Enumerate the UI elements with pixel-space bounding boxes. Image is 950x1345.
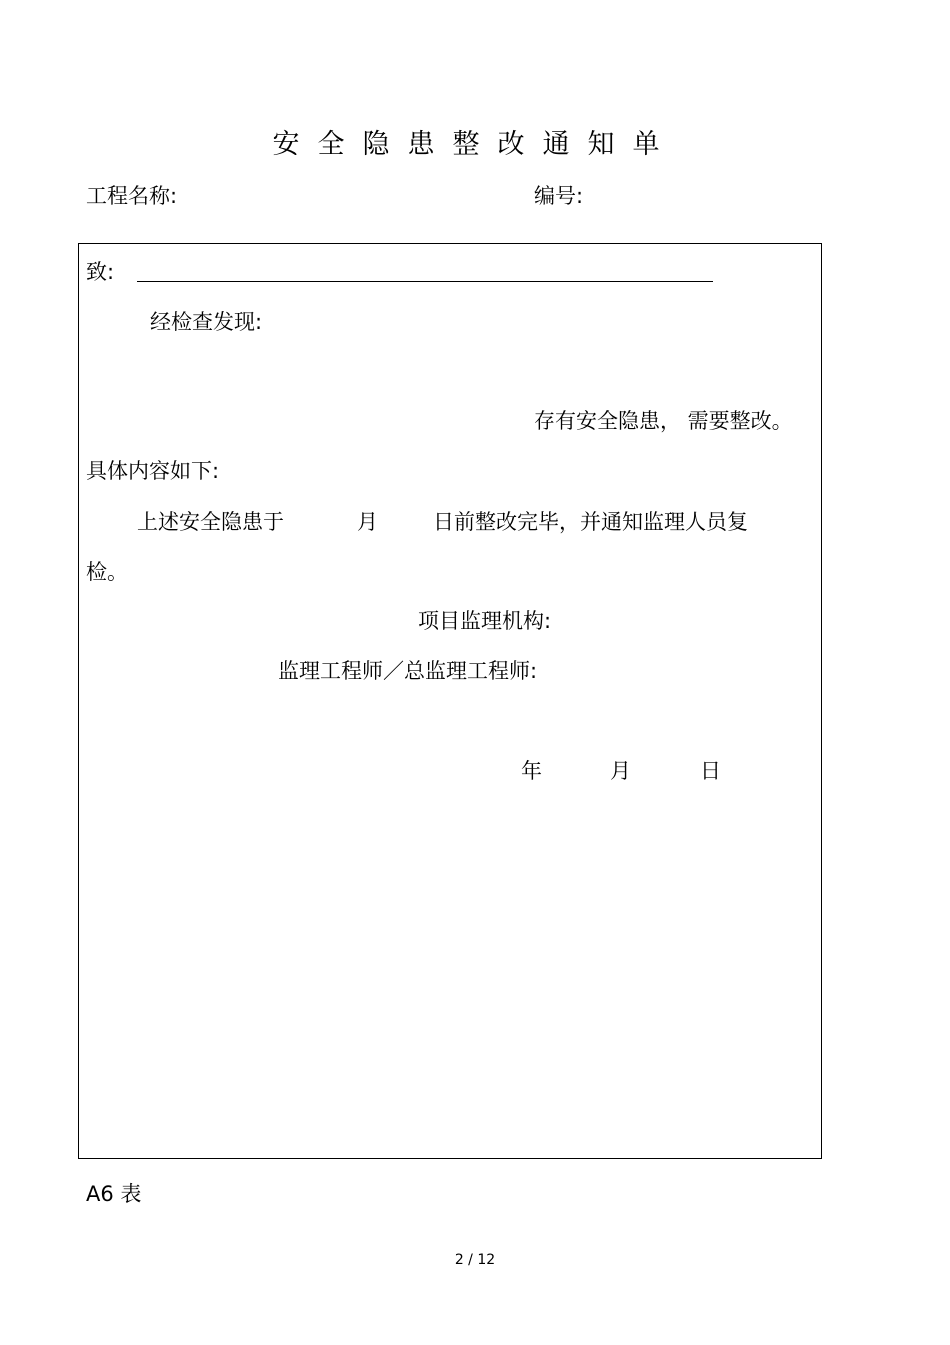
date-day-label: 日 — [700, 759, 721, 783]
date-year-label: 年 — [521, 759, 542, 783]
supervision-org-label: 项目监理机构: — [418, 609, 552, 633]
deadline-end: 检。 — [86, 560, 128, 584]
number-label: 编号: — [534, 184, 584, 208]
deadline-month-label: 月 — [357, 510, 378, 534]
form-code: A6 表 — [86, 1182, 142, 1206]
details-label: 具体内容如下: — [86, 459, 220, 483]
notice-form-box — [78, 243, 822, 1159]
hazard-statement: 存有安全隐患， 需要整改。 — [534, 409, 793, 433]
page-number: 2 / 12 — [454, 1252, 496, 1268]
date-month-label: 月 — [610, 759, 631, 783]
page-title: 安全隐患整改通知单 — [272, 129, 678, 160]
engineer-signature-label: 监理工程师／总监理工程师: — [278, 659, 538, 683]
found-label: 经检查发现: — [150, 310, 263, 334]
deadline-prefix: 上述安全隐患于 — [137, 510, 284, 534]
deadline-suffix: 日前整改完毕，并通知监理人员复 — [433, 510, 748, 534]
to-label: 致: — [86, 260, 115, 284]
to-recipient-line[interactable] — [137, 281, 713, 282]
project-name-label: 工程名称: — [86, 184, 178, 208]
